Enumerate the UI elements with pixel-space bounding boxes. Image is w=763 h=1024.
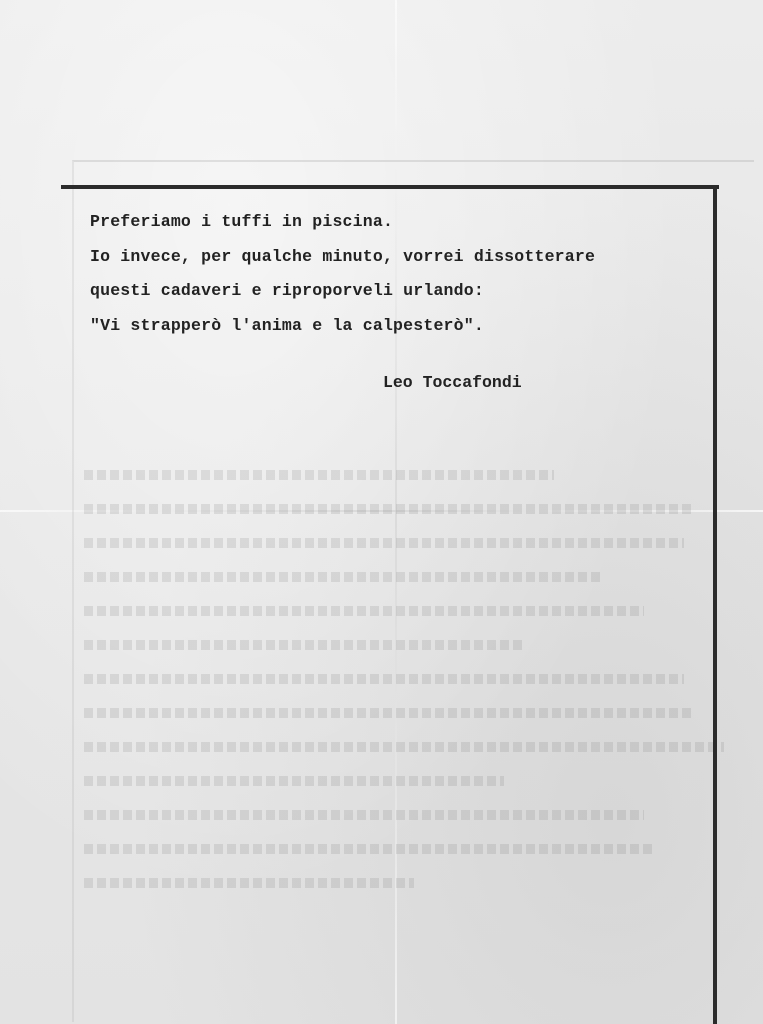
show-through-line [84,742,724,752]
poem-line: questi cadaveri e riproporveli urlando: [90,281,484,300]
poem-line: "Vi strapperò l'anima e la calpesterò". [90,315,484,335]
show-through-line [84,878,414,888]
show-through-line [84,776,504,786]
show-through-line [84,606,644,616]
show-through-line [84,810,644,820]
show-through-line [84,538,684,548]
author-signature: Leo Toccafondi [383,373,522,392]
show-through-line [84,674,684,684]
show-through-line [84,844,654,854]
show-through-line [84,572,604,582]
poem-line: Preferiamo i tuffi in piscina. [90,212,394,231]
poem-text [90,205,700,343]
show-through-line [84,640,524,650]
frame-top-rule [61,185,719,189]
poem-line: Io invece, per qualche minuto, vorrei dissotterare [90,246,596,266]
show-through-line [84,470,554,480]
show-through-line [84,708,694,718]
show-through-line [84,504,694,514]
frame-right-rule [713,185,717,1024]
